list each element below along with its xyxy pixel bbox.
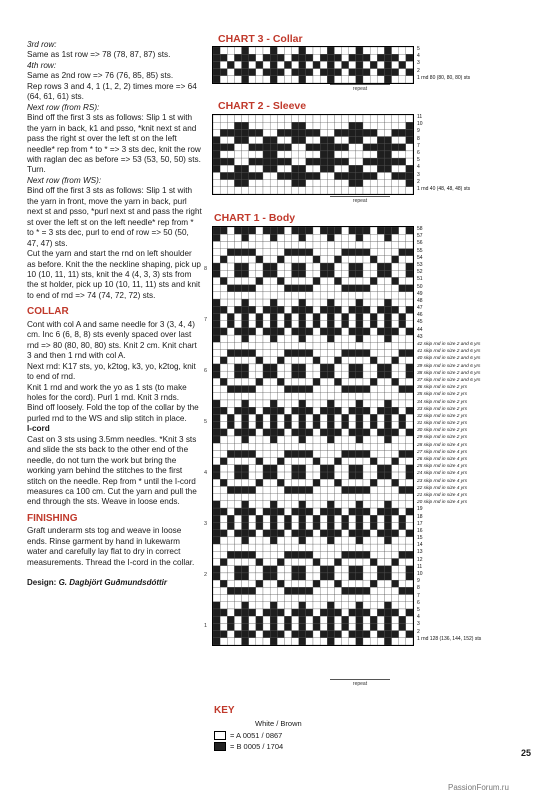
instruction-paragraph: 3rd row: <box>27 40 57 49</box>
chart3-grid <box>212 46 414 84</box>
row-number: 1 rnd 40 (48, 48, 48) sts <box>417 185 471 192</box>
row-number: 55 <box>417 247 423 254</box>
row-number: 45 <box>417 319 423 326</box>
chart2-row-numbers <box>417 114 470 193</box>
section-number: 3 <box>204 521 208 527</box>
instruction-paragraph: Next row (from WS): <box>27 175 102 185</box>
instructions-column <box>27 40 202 589</box>
row-number: 3 <box>417 60 420 67</box>
row-number: 17 <box>417 520 423 527</box>
instruction-paragraph: Next rnd: K17 sts, yo, k2tog, k3, yo, k2tog, knit to end of rnd. <box>27 361 196 382</box>
row-number: 11 <box>417 114 423 120</box>
row-number: 11 <box>417 563 423 570</box>
row-number: 49 <box>417 290 423 297</box>
row-number: 28 skip rnd in size 4 yrs <box>417 442 468 448</box>
key-item-b <box>214 742 283 751</box>
instruction-paragraph: FINISHING <box>27 512 78 524</box>
row-number: 2 <box>417 67 420 74</box>
instruction-paragraph: Cut the yarn and start the rnd on left shoulder as before. Knit the the neckline shaping, pick up 10 (10, 11, 11) sts, knit the 4 (4, 3, 3) sts from the st holder, pick up 10 (10, 11, 11) sts and knit to end of rnd => 74 (74, 72, 72) sts. <box>27 249 201 300</box>
instruction-paragraph: 4th row: <box>27 60 57 70</box>
row-number: 8 <box>417 585 420 592</box>
section-number: 1 <box>204 623 208 629</box>
row-number: 27 skip rnd in size 4 yrs <box>417 449 468 455</box>
row-number: 16 <box>417 527 423 534</box>
row-number: 48 <box>417 297 423 304</box>
section-number: 6 <box>204 368 208 374</box>
row-number: 54 <box>417 254 423 261</box>
white-swatch <box>214 731 226 740</box>
chart1-title: CHART 1 - Body <box>214 212 296 224</box>
row-number: 2 <box>417 178 420 185</box>
row-number: 14 <box>417 542 423 549</box>
row-number: 58 <box>417 226 423 232</box>
row-number: 7 <box>417 142 420 149</box>
row-number: 15 <box>417 535 423 542</box>
instruction-paragraph: Graft underarm sts tog and weave in loose ends. Rinse garment by hand in lukewarm water and carefully lay flat to dry in correct measurements. Thread the I-cord in the collar. <box>27 526 195 567</box>
row-number: 26 skip rnd in size 4 yrs <box>417 457 468 462</box>
instruction-paragraph: Bind off the first 3 sts as follows: Slip 1 st with the yarn in front, move the yarn in back, purl next st and psso, *purl next st and pass the right st over the left st on the left needle* rep from * to * = 3 sts dec, purl to end of row => 50 (50, 47, 47) sts. <box>27 186 202 248</box>
brown-swatch <box>214 742 226 751</box>
row-number: 6 <box>417 149 420 156</box>
row-number: 23 skip rnd in size 4 yrs <box>417 478 468 484</box>
instruction-paragraph: Bind off the first 3 sts as follows: Slip 1 st with the yarn in back, k1 and psso, *knit next st and pass the right st over the left st on the left needle* rep from * to * => 3 sts dec, knit the row with raglan dec as before => 53 (53, 50, 50) sts. Turn. <box>27 113 201 175</box>
row-number: 6 <box>417 599 420 606</box>
instruction-paragraph: I-cord <box>27 424 50 434</box>
section-number: 4 <box>204 470 208 476</box>
instruction-paragraph: Bind off loosely. Fold the top of the collar by the purled rnd to the WS and slip stitch in place. <box>27 403 199 423</box>
row-number: 37 skip rnd in size 2 and 6 yrs <box>417 377 481 383</box>
row-number: 25 skip rnd in size 4 yrs <box>417 464 468 470</box>
instruction-paragraph: Same as 2nd row => 76 (76, 85, 85) sts. <box>27 71 174 81</box>
key-item-b-label: = B 0005 / 1704 <box>230 742 284 751</box>
row-number: 5 <box>417 46 420 52</box>
row-number: 30 skip rnd in size 2 yrs <box>417 428 468 434</box>
row-number: 35 skip rnd in size 2 yrs <box>417 392 468 398</box>
row-number: 44 <box>417 326 423 333</box>
row-number: 7 <box>417 592 420 599</box>
chart1-row-numbers <box>417 226 481 643</box>
row-number: 34 skip rnd in size 2 yrs <box>417 399 468 405</box>
row-number: 24 skip rnd in size 4 yrs <box>417 471 468 477</box>
instruction-paragraph: Cast on 3 sts using 3.5mm needles. *Knit 3 sts and slide the sts back to the other end of the needle, do not turn the work but bring the working yarn behind the stitches to the first stitch on the needle. Rep from * until the I-cord measures ca 100 cm. Cut the yarn and pull the end through the sts. Weave in loose ends. <box>27 434 197 507</box>
design-label: Design: <box>27 578 57 588</box>
row-number: 57 <box>417 233 423 240</box>
key-item-a <box>214 731 282 740</box>
row-number: 52 <box>417 269 423 276</box>
row-number: 4 <box>417 53 420 60</box>
row-number: 19 <box>417 506 423 513</box>
watermark: PassionForum.ru <box>448 783 509 792</box>
row-number: 5 <box>417 157 420 164</box>
row-number: 10 <box>417 121 423 128</box>
chart3-row-numbers <box>417 46 470 82</box>
chart3-title: CHART 3 - Collar <box>218 33 303 45</box>
row-number: 38 skip rnd in size 2 and 6 yrs <box>417 370 481 376</box>
instruction-paragraph: Next row (from RS): <box>27 102 100 112</box>
instruction-paragraph: Cont with col A and same needle for 3 (3, 4, 4) cm. Inc 6 (6, 8, 8) sts evenly spaced over last rnd => 80 (80, 80, 80) sts. Knit 2 cm. Knit chart 3 and then 1 rnd with col A. <box>27 319 197 361</box>
row-number: 3 <box>417 621 420 628</box>
row-number: 50 <box>417 283 423 290</box>
row-number: 21 skip rnd in size 4 yrs <box>417 492 468 498</box>
row-number: 1 rnd 128 (136, 144, 152) sts <box>417 635 482 642</box>
row-number: 1 rnd 80 (80, 80, 80) sts <box>417 74 471 81</box>
row-number: 5 <box>417 606 420 613</box>
chart2-repeat-label: repeat <box>330 196 390 204</box>
row-number: 40 skip rnd in size 2 and 6 yrs <box>417 356 481 362</box>
row-number: 42 skip rnd in size 2 and 6 yrs <box>417 342 481 347</box>
row-number: 8 <box>417 135 420 142</box>
row-number: 53 <box>417 261 423 268</box>
row-number: 32 skip rnd in size 2 yrs <box>417 413 468 419</box>
key-title: KEY <box>214 705 235 716</box>
row-number: 43 <box>417 333 423 340</box>
row-number: 20 skip rnd in size 4 yrs <box>417 500 468 506</box>
chart1-repeat-label: repeat <box>330 679 390 687</box>
row-number: 39 skip rnd in size 2 and 6 yrs <box>417 363 481 369</box>
row-number: 10 <box>417 571 423 577</box>
row-number: 29 skip rnd in size 2 yrs <box>417 435 468 441</box>
section-number: 7 <box>204 317 208 323</box>
row-number: 46 <box>417 312 423 319</box>
section-number: 8 <box>204 266 208 272</box>
key-header: White / Brown <box>255 719 302 728</box>
row-number: 18 <box>417 513 423 520</box>
row-number: 9 <box>417 578 420 585</box>
row-number: 4 <box>417 164 420 171</box>
section-number: 2 <box>204 572 208 578</box>
row-number: 36 skip rnd in size 2 yrs <box>417 385 468 391</box>
row-number: 13 <box>417 549 423 556</box>
designer-name: G. Dagbjört Guðmundsdóttir <box>58 578 168 588</box>
instruction-paragraph: Rep rows 3 and 4, 1 (1, 2, 2) times more => 64 (64, 61, 61) sts. <box>27 81 197 102</box>
instruction-paragraph: Knit 1 rnd and work the yo as 1 sts (to make holes for the cord). Purl 1 rnd. Knit 3 rnds. <box>27 382 187 402</box>
row-number: 12 <box>417 556 423 563</box>
key-item-a-label: = A 0051 / 0867 <box>230 731 283 740</box>
row-number: 2 <box>417 628 420 635</box>
row-number: 9 <box>417 128 420 135</box>
row-number: 56 <box>417 240 423 247</box>
row-number: 47 <box>417 305 423 312</box>
instruction-paragraph: Same as 1st row => 78 (78, 87, 87) sts. <box>27 50 171 60</box>
row-number: 33 skip rnd in size 2 yrs <box>417 406 468 412</box>
row-number: 51 <box>417 276 423 283</box>
row-number: 4 <box>417 614 420 621</box>
row-number: 3 <box>417 171 420 178</box>
section-number: 5 <box>204 419 208 425</box>
page-number: 25 <box>521 748 532 758</box>
row-number: 22 skip rnd in size 4 yrs <box>417 485 468 491</box>
row-number: 31 skip rnd in size 2 yrs <box>417 421 468 427</box>
instruction-paragraph: COLLAR <box>27 306 69 318</box>
design-credit <box>27 578 202 588</box>
chart2-grid <box>212 114 414 195</box>
chart2-title: CHART 2 - Sleeve <box>218 100 307 112</box>
row-number: 41 skip rnd in size 2 and 6 yrs <box>417 349 481 355</box>
chart1-grid <box>212 226 414 646</box>
chart3-repeat-label: repeat <box>330 84 390 92</box>
